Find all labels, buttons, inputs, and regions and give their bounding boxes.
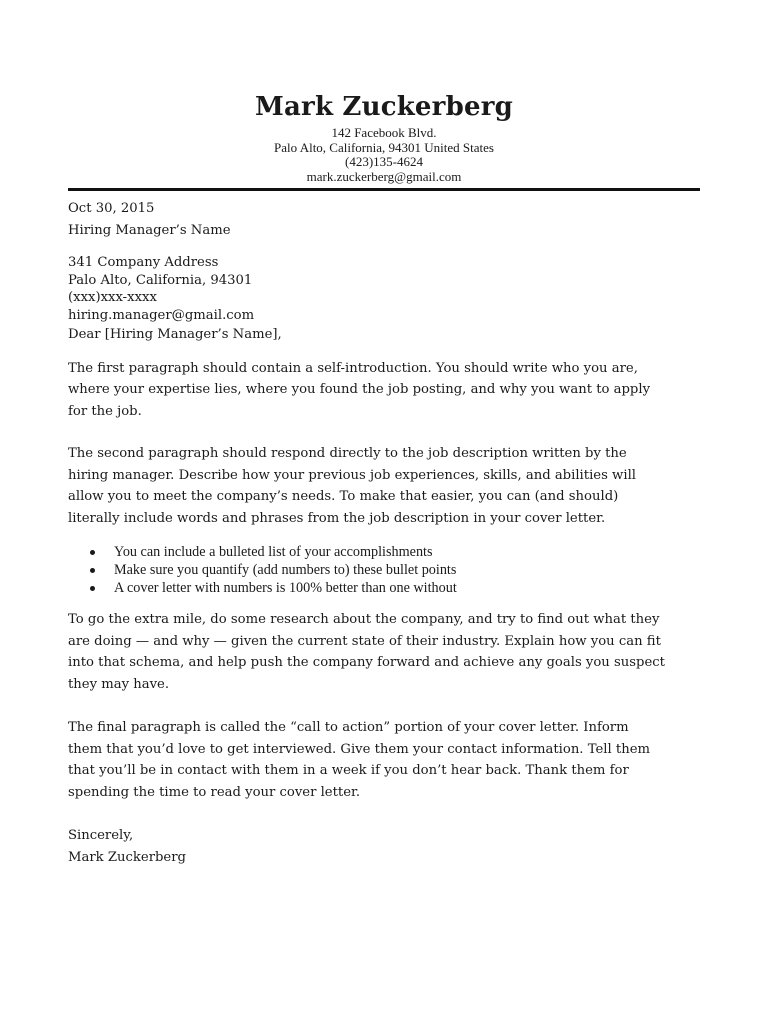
list-item-text: You can include a bulleted list of your accomplishments — [114, 544, 433, 560]
valediction: Sincerely, — [68, 828, 134, 843]
list-item — [68, 579, 708, 597]
bullet-icon — [90, 550, 95, 555]
list-item-text: A cover letter with numbers is 100% better than one without — [114, 580, 457, 596]
paragraph-line: The final paragraph is called the “call to action” portion of your cover letter. Inform — [68, 720, 629, 735]
paragraph-line: for the job. — [68, 403, 142, 419]
salutation: Dear [Hiring Manager’s Name], — [68, 327, 282, 342]
paragraph-line: them that you’d love to get interviewed. Give them your contact information. Tell them — [68, 741, 651, 757]
paragraph-line: are doing — and why — given the current state of their industry. Explain how you can fit — [68, 633, 661, 649]
letterhead — [68, 88, 700, 184]
paragraph-job-description — [68, 443, 708, 529]
recipient-name: Hiring Manager’s Name — [68, 222, 231, 238]
accomplishment-list — [68, 543, 708, 597]
list-item-text: Make sure you quantify (add numbers to) these bullet points — [114, 562, 457, 578]
recipient-city: Palo Alto, California, 94301 — [68, 272, 253, 288]
sender-phone: (423)135-4624 — [345, 154, 423, 169]
recipient-email: hiring.manager@gmail.com — [68, 307, 255, 323]
recipient-address: 341 Company Address — [68, 255, 219, 270]
paragraph-line: where your expertise lies, where you found the job posting, and why you want to apply — [68, 382, 651, 397]
letter-date: Oct 30, 2015 — [68, 201, 155, 216]
signature-name: Mark Zuckerberg — [68, 849, 186, 865]
paragraph-line: they may have. — [68, 676, 170, 692]
recipient-address-block — [68, 254, 708, 324]
sender-email: mark.zuckerberg@gmail.com — [306, 168, 462, 184]
paragraph-introduction — [68, 358, 708, 423]
bullet-icon — [90, 586, 95, 591]
bullet-icon — [90, 568, 95, 573]
paragraph-line: spending the time to read your cover letter. — [68, 784, 361, 800]
sender-city-line: Palo Alto, California, 94301 United States — [274, 139, 494, 155]
paragraph-line: into that schema, and help push the company forward and achieve any goals you suspect — [68, 655, 665, 670]
paragraph-line: that you’ll be in contact with them in a week if you don’t hear back. Thank them for — [68, 763, 629, 778]
paragraph-call-to-action — [68, 717, 708, 803]
paragraph-line: To go the extra mile, do some research about the company, and try to find out what they — [68, 612, 660, 627]
header-divider — [68, 188, 700, 191]
sender-street: 142 Facebook Blvd. — [331, 125, 437, 140]
list-item — [68, 543, 708, 561]
paragraph-line: The first paragraph should contain a self-introduction. You should write who you are, — [68, 360, 638, 376]
paragraph-line: The second paragraph should respond directly to the job description written by the — [68, 446, 627, 461]
closing-block — [68, 825, 708, 868]
letter-body — [68, 198, 708, 868]
list-item — [68, 561, 708, 579]
paragraph-line: hiring manager. Describe how your previous job experiences, skills, and abilities will — [68, 467, 637, 483]
sender-name: Mark Zuckerberg — [255, 92, 513, 122]
paragraph-research — [68, 609, 708, 695]
paragraph-line: literally include words and phrases from the job description in your cover letter. — [68, 510, 606, 526]
recipient-phone: (xxx)xxx-xxxx — [68, 290, 157, 305]
paragraph-line: allow you to meet the company’s needs. To make that easier, you can (and should) — [68, 489, 619, 504]
